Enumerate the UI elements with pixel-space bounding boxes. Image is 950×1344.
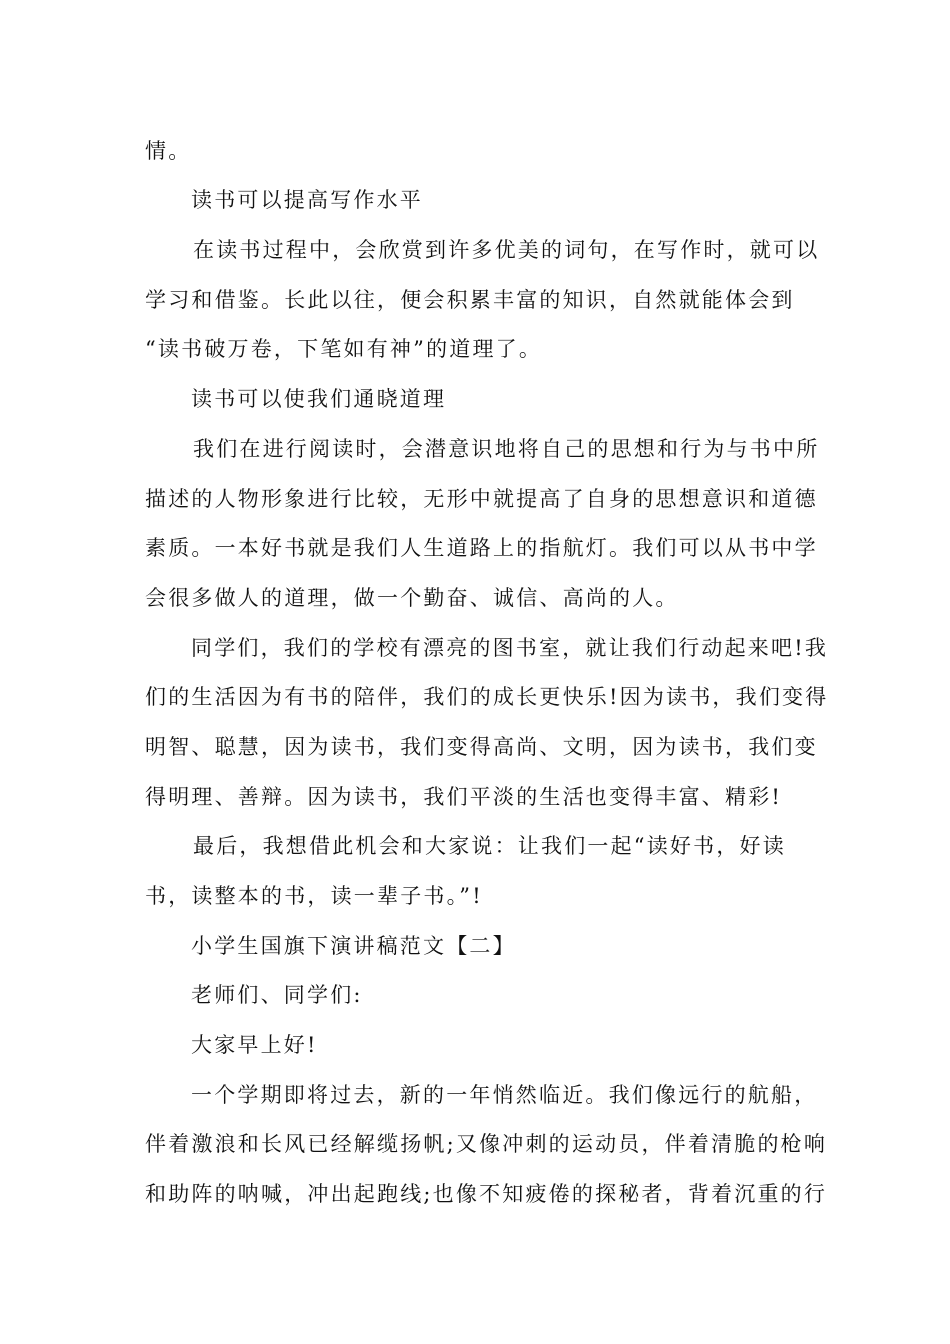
speech-title: 小学生国旗下演讲稿范文【二】	[191, 934, 516, 958]
text-line: “读书破万卷，下笔如有神”的道理了。	[145, 337, 543, 361]
text-line: 书，读整本的书，读一辈子书。”!	[145, 884, 483, 908]
text-line: 得明理、善辩。因为读书，我们平淡的生活也变得丰富、精彩!	[145, 785, 783, 809]
text-line: 最后，我想借此机会和大家说：让我们一起“读好书，好读	[193, 834, 786, 858]
text-line: 情。	[145, 139, 192, 163]
section-heading-reasoning: 读书可以使我们通晓道理	[191, 387, 447, 411]
text-line: 我们在进行阅读时，会潜意识地将自己的思想和行为与书中所	[193, 437, 820, 461]
text-line: 和助阵的呐喊，冲出起跑线;也像不知疲倦的探秘者，背着沉重的行	[145, 1182, 828, 1206]
text-line: 们的生活因为有书的陪伴，我们的成长更快乐!因为读书，我们变得	[145, 685, 829, 709]
text-line: 在读书过程中，会欣赏到许多优美的词句，在写作时，就可以	[193, 238, 820, 262]
salutation: 老师们、同学们:	[191, 983, 363, 1007]
text-line: 伴着激浪和长风已经解缆扬帆;又像冲刺的运动员，伴着清脆的枪响	[145, 1132, 828, 1156]
text-line: 会很多做人的道理，做一个勤奋、诚信、高尚的人。	[145, 586, 679, 610]
text-line: 描述的人物形象进行比较，无形中就提高了自身的思想意识和道德	[145, 487, 818, 511]
text-line: 一个学期即将过去，新的一年悄然临近。我们像远行的航船，	[191, 1083, 818, 1107]
section-heading-writing: 读书可以提高写作水平	[191, 188, 423, 212]
text-line: 明智、聪慧，因为读书，我们变得高尚、文明，因为读书，我们变	[145, 735, 818, 759]
text-line: 同学们，我们的学校有漂亮的图书室，就让我们行动起来吧!我	[191, 636, 829, 660]
text-line: 学习和借鉴。长此以往，便会积累丰富的知识，自然就能体会到	[145, 288, 795, 312]
text-line: 素质。一本好书就是我们人生道路上的指航灯。我们可以从书中学	[145, 536, 818, 560]
greeting: 大家早上好!	[191, 1033, 318, 1057]
